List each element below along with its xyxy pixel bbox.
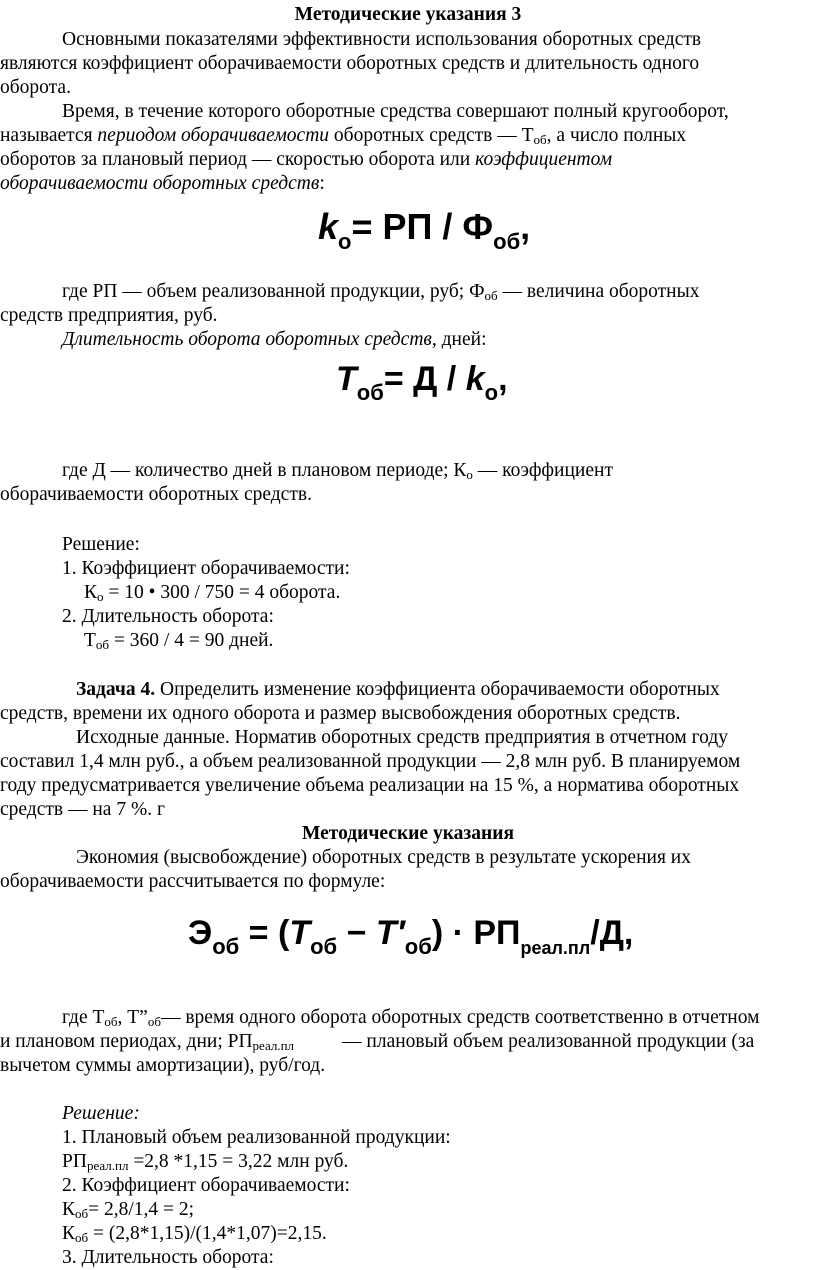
solution-value: [62, 1222, 816, 1246]
paragraph-line: [0, 1030, 816, 1054]
formula-symbol: Э: [188, 914, 213, 952]
text: Исходные данные. Норматив оборотных средств предприятия в отчетном году: [76, 727, 729, 748]
formula-turnover-coefficient: [318, 206, 531, 254]
paragraph-line: [0, 76, 816, 100]
text: средств предприятия, руб.: [0, 305, 218, 326]
formula-text: ,: [498, 360, 508, 398]
paragraph-line: [0, 1054, 816, 1078]
solution-step: [62, 605, 816, 629]
subscript: об: [95, 637, 110, 652]
formula-symbol: T: [289, 914, 311, 952]
text: средств, времени их одного оборота и размер высвобождения оборотных средств.: [0, 703, 681, 724]
text: оборачиваемости оборотных средств.: [0, 484, 312, 505]
formula-savings: [188, 914, 634, 959]
text: средств — на 7 %. г: [0, 799, 165, 820]
text: оборотов за плановый период — скоростью оборота или: [0, 149, 476, 170]
formula-subscript: об: [356, 380, 384, 405]
text: 3. Длительность оборота:: [62, 1247, 274, 1268]
subscript: об: [147, 1014, 161, 1029]
text: — время одного оборота оборотных средств соответственно в отчетном: [160, 1007, 760, 1028]
formula-subscript: об: [212, 934, 240, 959]
text: , дней:: [431, 329, 487, 350]
term-italic: коэффициентом: [475, 149, 613, 170]
text: Решение:: [62, 1103, 140, 1124]
heading-text: Методические указания 3: [294, 4, 522, 25]
formula-text: ,: [520, 206, 531, 247]
paragraph-line: [62, 1006, 816, 1030]
subscript: о: [97, 589, 104, 604]
text: составил 1,4 млн руб., а объем реализованной продукции — 2,8 млн руб. В планируемом: [0, 751, 741, 772]
paragraph-line: [76, 846, 816, 870]
paragraph-line: [62, 459, 816, 483]
formula-subscript: о: [484, 380, 499, 405]
subscript: об: [104, 1014, 118, 1029]
text: — величина оборотных: [497, 281, 700, 302]
formula-subscript: о: [338, 229, 352, 254]
paragraph-line: [62, 28, 816, 52]
paragraph-line: [0, 172, 816, 196]
solution-title: [62, 1102, 816, 1126]
text: оборачиваемости рассчитывается по формуле:: [0, 871, 386, 892]
text: называется: [0, 125, 98, 146]
formula-turnover-duration: [336, 360, 508, 405]
paragraph-line: [0, 304, 816, 328]
text: , а число полных: [546, 125, 687, 146]
text: 1. Коэффициент оборачиваемости:: [62, 558, 350, 579]
text: К: [84, 582, 98, 603]
formula-symbol: T′: [375, 914, 405, 952]
text: Основными показателями эффективности использования оборотных средств: [62, 29, 702, 50]
text: К: [62, 1223, 76, 1244]
text: РП: [62, 1151, 87, 1172]
subscript: о: [466, 467, 473, 482]
text: 2. Коэффициент оборачиваемости:: [62, 1175, 350, 1196]
subscript: об: [75, 1230, 89, 1245]
text: = (2,8*1,15)/(1,4*1,07)=2,15.: [88, 1223, 327, 1244]
heading-text: Методические указания: [301, 823, 514, 844]
text: году предусматривается увеличение объема реализации на 15 %, а норматива оборотных: [0, 775, 740, 796]
task-line: [0, 702, 816, 726]
solution-value: [84, 629, 816, 653]
formula-text: = Д /: [383, 360, 466, 398]
solution-value: [62, 1198, 816, 1222]
task-line: [0, 798, 816, 822]
text: — коэффициент: [472, 460, 613, 481]
formula-symbol: T: [336, 360, 357, 398]
text: 1. Плановый объем реализованной продукции:: [62, 1127, 451, 1148]
subscript: об: [484, 288, 498, 303]
text: Т: [84, 630, 96, 651]
text: :: [319, 173, 325, 194]
paragraph-line: [0, 148, 816, 172]
formula-text: −: [337, 914, 376, 952]
text: — плановый объем реализованной продукции (за: [342, 1031, 755, 1052]
term-italic: Длительность оборота оборотных средств: [62, 329, 432, 350]
paragraph-line: [0, 870, 816, 894]
paragraph-line: [0, 483, 816, 507]
text: Решение:: [62, 534, 140, 555]
text: К: [62, 1199, 76, 1220]
subscript: реал.пл: [252, 1038, 295, 1053]
formula-symbol: k: [318, 206, 339, 247]
text: оборота.: [0, 77, 71, 98]
term-italic: оборачиваемости оборотных средств: [0, 173, 320, 194]
task-line: [0, 774, 816, 798]
paragraph-line: [62, 328, 816, 352]
text: Экономия (высвобождение) оборотных средств в результате ускорения их: [76, 847, 691, 868]
formula-subscript: об: [310, 934, 338, 959]
subscript: об: [533, 132, 547, 147]
formula-text: = РП / Ф: [351, 206, 494, 247]
paragraph-line: [62, 100, 816, 124]
formula-subscript: об: [404, 934, 432, 959]
text: и плановом периодах, дни; РП: [0, 1031, 253, 1052]
text: , Т”: [117, 1007, 148, 1028]
text: =2,8 *1,15 = 3,22 млн руб.: [128, 1151, 349, 1172]
text: где Т: [62, 1007, 105, 1028]
text: где РП — объем реализованной продукции, руб; Ф: [62, 281, 485, 302]
solution-step: [62, 1246, 816, 1270]
paragraph-line: [0, 52, 816, 76]
formula-text: /Д,: [590, 914, 634, 952]
solution-step: [62, 1126, 816, 1150]
text: являются коэффициент оборачиваемости оборотных средств и длительность одного: [0, 53, 700, 74]
paragraph-line: [0, 124, 816, 148]
text: Определить изменение коэффициента оборачиваемости оборотных: [155, 679, 720, 700]
term-italic: периодом оборачиваемости: [97, 125, 330, 146]
text: где Д — количество дней в плановом периоде; К: [62, 460, 467, 481]
task-line: [76, 678, 816, 702]
subscript: реал.пл: [86, 1158, 129, 1173]
solution-step: [62, 557, 816, 581]
formula-text: = (: [239, 914, 290, 952]
formula-subscript: реал.пл: [520, 938, 591, 958]
text: = 10 • 300 / 750 = 4 оборота.: [103, 582, 341, 603]
text: 2. Длительность оборота:: [62, 606, 274, 627]
text: Время, в течение которого оборотные средства совершают полный кругооборот,: [62, 101, 729, 122]
solution-value: [84, 581, 816, 605]
section-heading: [0, 3, 816, 27]
solution-value: [62, 1150, 816, 1174]
solution-step: [62, 1174, 816, 1198]
text: = 2,8/1,4 = 2;: [88, 1199, 195, 1220]
text: = 360 / 4 = 90 дней.: [109, 630, 274, 651]
formula-symbol: k: [465, 360, 485, 398]
text: оборотных средств — Т: [329, 125, 534, 146]
task-line: [0, 750, 816, 774]
paragraph-line: [62, 280, 816, 304]
task-line: [76, 726, 816, 750]
section-heading: [0, 822, 816, 846]
subscript: об: [75, 1206, 89, 1221]
task-label: Задача 4.: [76, 679, 156, 700]
text: вычетом суммы амортизации), руб/год.: [0, 1055, 326, 1076]
formula-text: ) · РП: [431, 914, 521, 952]
formula-subscript: об: [493, 229, 521, 254]
solution-title: [62, 533, 816, 557]
